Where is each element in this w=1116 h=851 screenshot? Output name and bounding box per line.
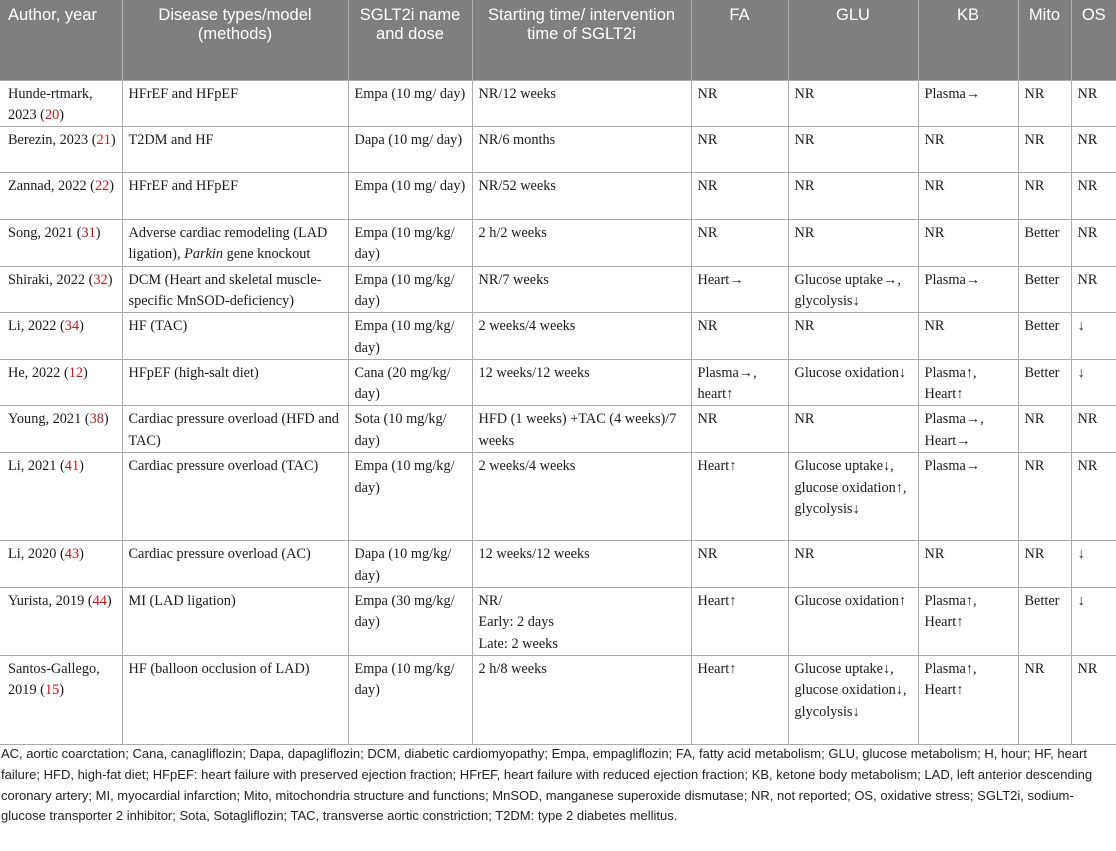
time-cell bbox=[472, 588, 691, 656]
glu-cell: NR bbox=[788, 313, 918, 360]
time-cell: NR/6 months bbox=[472, 127, 691, 173]
reference-link[interactable]: 41 bbox=[64, 458, 80, 475]
table-row bbox=[0, 406, 1116, 453]
os-cell: NR bbox=[1071, 220, 1116, 267]
reference-link[interactable]: 31 bbox=[81, 225, 96, 242]
kb-cell: NR bbox=[918, 173, 1018, 220]
author-cell: Young, 2021 (38) bbox=[0, 406, 122, 453]
author-cell: Zannad, 2022 (22) bbox=[0, 173, 122, 220]
mito-cell: NR bbox=[1018, 541, 1071, 588]
author-cell: Shiraki, 2022 (32) bbox=[0, 266, 122, 313]
table-row bbox=[0, 313, 1116, 360]
time-cell: HFD (1 weeks) +TAC (4 weeks)/7 weeks bbox=[472, 406, 691, 453]
kb-cell: Plasma↑, Heart↑ bbox=[918, 588, 1018, 656]
kb-cell: NR bbox=[918, 541, 1018, 588]
table-row bbox=[0, 655, 1116, 744]
model-cell: HF (balloon occlusion of LAD) bbox=[122, 655, 348, 744]
table-row bbox=[0, 359, 1116, 406]
reference-link[interactable]: 22 bbox=[94, 178, 110, 195]
fa-cell: NR bbox=[691, 313, 788, 360]
glu-cell: NR bbox=[788, 541, 918, 588]
time-cell: 12 weeks/12 weeks bbox=[472, 359, 691, 406]
model-cell: HF (TAC) bbox=[122, 313, 348, 360]
dose-cell: Empa (10 mg/ day) bbox=[348, 80, 472, 127]
fa-cell: NR bbox=[691, 220, 788, 267]
model-cell: MI (LAD ligation) bbox=[122, 588, 348, 656]
time-line: NR/ bbox=[478, 593, 503, 610]
mito-cell: NR bbox=[1018, 655, 1071, 744]
fa-cell: NR bbox=[691, 80, 788, 127]
header-row bbox=[0, 0, 1116, 80]
author-cell: Berezin, 2023 (21) bbox=[0, 127, 122, 173]
glu-cell: Glucose uptake↓, glucose oxidation↓, glycolysis↓ bbox=[788, 655, 918, 744]
author-cell: Santos-Gallego, 2019 (15) bbox=[0, 655, 122, 744]
header-model: Disease types/model (methods) bbox=[122, 0, 348, 80]
os-cell: NR bbox=[1071, 80, 1116, 127]
header-os: OS bbox=[1071, 0, 1116, 80]
model-cell: T2DM and HF bbox=[122, 127, 348, 173]
time-cell: 2 h/2 weeks bbox=[472, 220, 691, 267]
time-cell: 2 weeks/4 weeks bbox=[472, 453, 691, 541]
mito-cell: Better bbox=[1018, 359, 1071, 406]
author-cell: Hunde-rtmark, 2023 (20) bbox=[0, 80, 122, 127]
os-cell: ↓ bbox=[1071, 359, 1116, 406]
dose-cell: Empa (30 mg/kg/ day) bbox=[348, 588, 472, 656]
kb-cell: NR bbox=[918, 313, 1018, 360]
table-row bbox=[0, 127, 1116, 173]
model-cell: Cardiac pressure overload (TAC) bbox=[122, 453, 348, 541]
model-cell: Cardiac pressure overload (AC) bbox=[122, 541, 348, 588]
os-cell: NR bbox=[1071, 406, 1116, 453]
reference-link[interactable]: 12 bbox=[68, 364, 84, 381]
os-cell: NR bbox=[1071, 173, 1116, 220]
dose-cell: Dapa (10 mg/kg/ day) bbox=[348, 541, 472, 588]
reference-link[interactable]: 34 bbox=[64, 318, 80, 335]
header-kb: KB bbox=[918, 0, 1018, 80]
mito-cell: Better bbox=[1018, 266, 1071, 313]
header-dose: SGLT2i name and dose bbox=[348, 0, 472, 80]
table-row bbox=[0, 588, 1116, 656]
os-cell: ↓ bbox=[1071, 541, 1116, 588]
glu-cell: NR bbox=[788, 80, 918, 127]
os-cell: ↓ bbox=[1071, 588, 1116, 656]
glu-cell: NR bbox=[788, 173, 918, 220]
header-author: Author, year bbox=[0, 0, 122, 80]
glu-cell: Glucose uptake↓, glucose oxidation↑, glycolysis↓ bbox=[788, 453, 918, 541]
table-footnote: AC, aortic coarctation; Cana, canagliflozin; Dapa, dapagliflozin; DCM, diabetic cardiomyopathy; Empa, empagliflozin; FA, fatty acid metabolism; GLU, glucose metabolism; H, hour; HF, heart failure; HFD, high-fat diet; HFpEF: heart failure with preserved ejection fraction; HFrEF, heart failure with reduced ejection fraction; KB, ketone body metabolism; LAD, left anterior descending coronary artery; MI, myocardial infarction; Mito, mitochondria structure and functions; MnSOD, manganese superoxide dismutase; NR, not reported; OS, oxidative stress; SGLT2i, sodium-glucose transporter 2 inhibitor; Sota, Sotagliflozin; TAC, transverse aortic constriction; T2DM: type 2 diabetes mellitus. bbox=[1, 746, 1093, 824]
model-cell: HFrEF and HFpEF bbox=[122, 173, 348, 220]
fa-cell: NR bbox=[691, 173, 788, 220]
kb-cell: NR bbox=[918, 127, 1018, 173]
kb-cell: Plasma→ bbox=[918, 80, 1018, 127]
dose-cell: Empa (10 mg/kg/ day) bbox=[348, 266, 472, 313]
glu-cell: NR bbox=[788, 220, 918, 267]
time-cell: NR/52 weeks bbox=[472, 173, 691, 220]
model-cell: Cardiac pressure overload (HFD and TAC) bbox=[122, 406, 348, 453]
mito-cell: NR bbox=[1018, 127, 1071, 173]
model-cell: HFrEF and HFpEF bbox=[122, 80, 348, 127]
kb-cell: Plasma→ bbox=[918, 266, 1018, 313]
mito-cell: Better bbox=[1018, 220, 1071, 267]
header-fa: FA bbox=[691, 0, 788, 80]
fa-cell: Heart↑ bbox=[691, 655, 788, 744]
time-cell: NR/7 weeks bbox=[472, 266, 691, 313]
os-cell: NR bbox=[1071, 655, 1116, 744]
table-row bbox=[0, 541, 1116, 588]
time-cell: 12 weeks/12 weeks bbox=[472, 541, 691, 588]
time-cell: 2 weeks/4 weeks bbox=[472, 313, 691, 360]
mito-cell: Better bbox=[1018, 313, 1071, 360]
dose-cell: Dapa (10 mg/ day) bbox=[348, 127, 472, 173]
mito-cell: Better bbox=[1018, 588, 1071, 656]
kb-cell: Plasma→ bbox=[918, 453, 1018, 541]
header-mito: Mito bbox=[1018, 0, 1071, 80]
time-line: Late: 2 weeks bbox=[478, 635, 558, 652]
table-row bbox=[0, 453, 1116, 541]
dose-cell: Empa (10 mg/kg/ day) bbox=[348, 655, 472, 744]
kb-cell: Plasma↑, Heart↑ bbox=[918, 359, 1018, 406]
glu-cell: Glucose oxidation↑ bbox=[788, 588, 918, 656]
kb-cell: Plasma↑, Heart↑ bbox=[918, 655, 1018, 744]
dose-cell: Cana (20 mg/kg/ day) bbox=[348, 359, 472, 406]
dose-cell: Empa (10 mg/kg/ day) bbox=[348, 313, 472, 360]
fa-cell: Plasma→, heart↑ bbox=[691, 359, 788, 406]
reference-link[interactable]: 32 bbox=[93, 271, 108, 288]
reference-link[interactable]: 21 bbox=[96, 132, 111, 149]
author-cell: Li, 2021 (41) bbox=[0, 453, 122, 541]
fa-cell: NR bbox=[691, 406, 788, 453]
os-cell: ↓ bbox=[1071, 313, 1116, 360]
time-cell: NR/12 weeks bbox=[472, 80, 691, 127]
author-cell: Li, 2022 (34) bbox=[0, 313, 122, 360]
model-cell: HFpEF (high-salt diet) bbox=[122, 359, 348, 406]
dose-cell: Empa (10 mg/ day) bbox=[348, 173, 472, 220]
time-cell: 2 h/8 weeks bbox=[472, 655, 691, 744]
fa-cell: Heart→ bbox=[691, 266, 788, 313]
kb-cell: NR bbox=[918, 220, 1018, 267]
glu-cell: NR bbox=[788, 127, 918, 173]
mito-cell: NR bbox=[1018, 173, 1071, 220]
reference-link[interactable]: 38 bbox=[89, 411, 104, 428]
mito-cell: NR bbox=[1018, 453, 1071, 541]
dose-cell: Empa (10 mg/kg/ day) bbox=[348, 220, 472, 267]
model-cell: Adverse cardiac remodeling (LAD ligation), Parkin gene knockout bbox=[122, 220, 348, 267]
table-row bbox=[0, 80, 1116, 127]
reference-link[interactable]: 20 bbox=[44, 106, 60, 123]
author-cell: Yurista, 2019 (44) bbox=[0, 588, 122, 656]
table-row bbox=[0, 173, 1116, 220]
fa-cell: Heart↑ bbox=[691, 453, 788, 541]
table-row bbox=[0, 220, 1116, 267]
time-line: Early: 2 days bbox=[478, 614, 554, 631]
fa-cell: Heart↑ bbox=[691, 588, 788, 656]
author-cell: Li, 2020 (43) bbox=[0, 541, 122, 588]
glu-cell: Glucose oxidation↓ bbox=[788, 359, 918, 406]
os-cell: NR bbox=[1071, 266, 1116, 313]
dose-cell: Empa (10 mg/kg/ day) bbox=[348, 453, 472, 541]
os-cell: NR bbox=[1071, 453, 1116, 541]
author-cell: Song, 2021 (31) bbox=[0, 220, 122, 267]
glu-cell: NR bbox=[788, 406, 918, 453]
header-glu: GLU bbox=[788, 0, 918, 80]
dose-cell: Sota (10 mg/kg/ day) bbox=[348, 406, 472, 453]
header-time: Starting time/ intervention time of SGLT2i bbox=[472, 0, 691, 80]
reference-link[interactable]: 15 bbox=[44, 682, 60, 699]
table-row bbox=[0, 266, 1116, 313]
mito-cell: NR bbox=[1018, 406, 1071, 453]
fa-cell: NR bbox=[691, 127, 788, 173]
fa-cell: NR bbox=[691, 541, 788, 588]
reference-link[interactable]: 44 bbox=[92, 593, 107, 610]
model-cell: DCM (Heart and skeletal muscle-specific MnSOD-deficiency) bbox=[122, 266, 348, 313]
glu-cell: Glucose uptake→, glycolysis↓ bbox=[788, 266, 918, 313]
os-cell: NR bbox=[1071, 127, 1116, 173]
author-cell: He, 2022 (12) bbox=[0, 359, 122, 406]
kb-cell: Plasma→, Heart→ bbox=[918, 406, 1018, 453]
reference-link[interactable]: 43 bbox=[64, 546, 80, 563]
mito-cell: NR bbox=[1018, 80, 1071, 127]
